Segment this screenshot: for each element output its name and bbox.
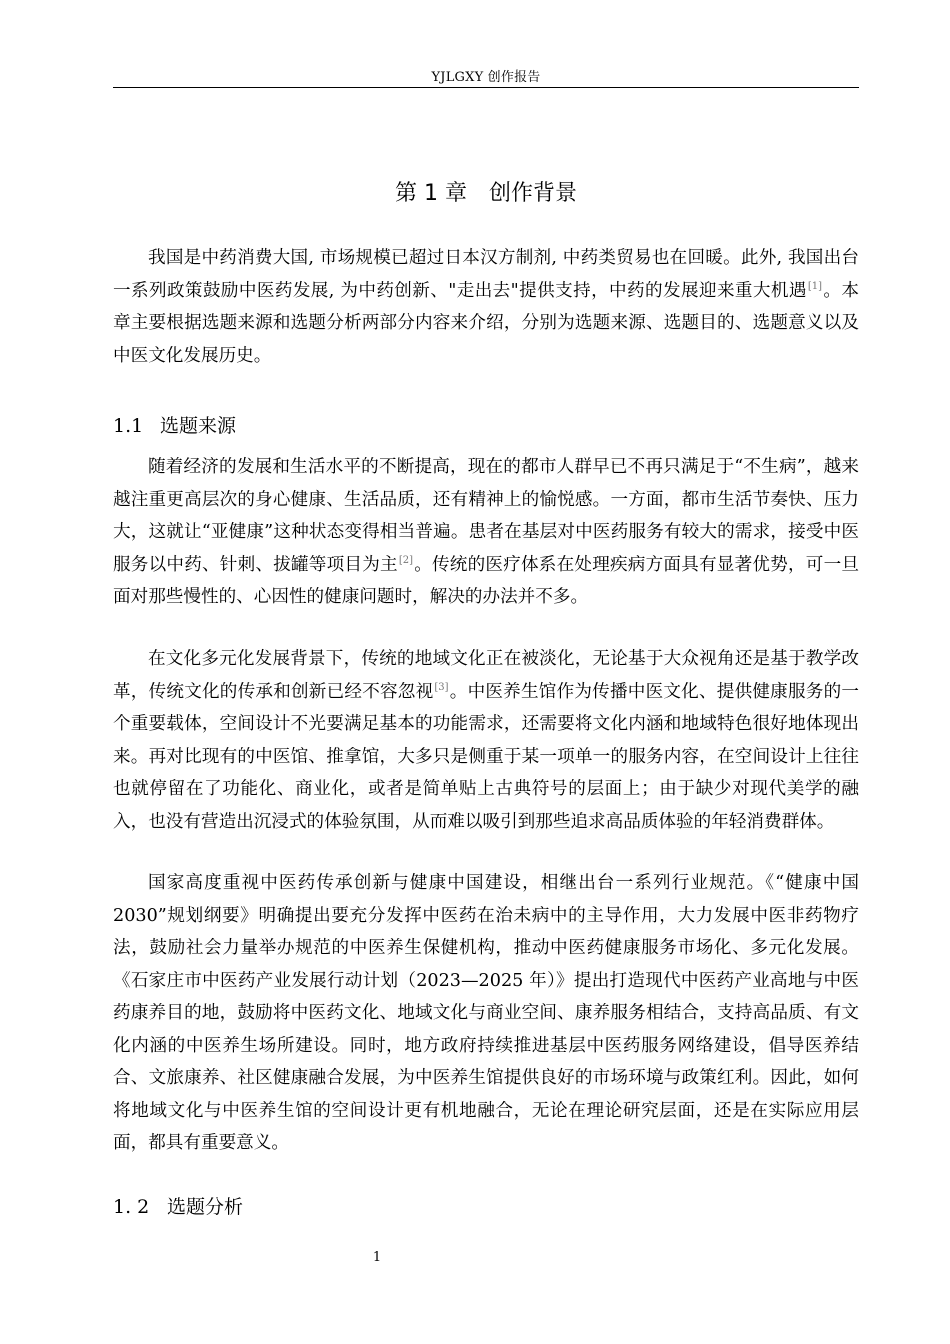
section-number: 1.1: [113, 415, 144, 437]
body-paragraph: 在文化多元化发展背景下，传统的地域文化正在被淡化，无论基于大众视角还是基于教学改革，传统文化的传承和创新已经不容忽视[3]。中医养生馆作为传播中医文化、提供健康服务的一个重要载体，空间设计不光要满足基本的功能需求，还需要将文化内涵和地域特色很好地体现出来。再对比现有的中医馆、推拿馆，大多只是侧重于某一项单一的服务内容，在空间设计上往往也就停留在了功能化、商业化，或者是简单贴上古典符号的层面上；由于缺少对现代美学的融入，也没有营造出沉浸式的体验氛围，从而难以吸引到那些追求高品质体验的年轻消费群体。: [113, 649, 859, 832]
body-paragraph: 随着经济的发展和生活水平的不断提高，现在的都市人群早已不再只满足于“不生病”，越来越注重更高层次的身心健康、生活品质，还有精神上的愉悦感。一方面，都市生活节奏快、压力大，这就让“亚健康”这种状态变得相当普遍。患者在基层对中医药服务有较大的需求，接受中医服务以中药、针刺、拔罐等项目为主[2]。传统的医疗体系在处理疾病方面具有显著优势，可一旦面对那些慢性的、心因性的健康问题时，解决的办法并不多。: [113, 457, 859, 607]
citation: [1]: [807, 280, 823, 292]
section-title: 选题来源: [160, 415, 237, 437]
section-heading: [113, 1192, 243, 1219]
section-number: 1. 2: [113, 1196, 150, 1218]
citation: [3]: [434, 681, 449, 693]
body-paragraph: 国家高度重视中医药传承创新与健康中国建设，相继出台一系列行业规范。《“健康中国 2030”规划纲要》明确提出要充分发挥中医药在治未病中的主导作用，大力发展中医非药物疗法，鼓励社会力量举办规范的中医养生保健机构，推动中医药健康服务市场化、多元化发展。《石家庄市中医药产业发展行动计划（2023—2025 年）》提出打造现代中医药产业高地与中医药康养目的地，鼓励将中医药文化、地域文化与商业空间、康养服务相结合，支持高品质、有文化内涵的中医养生场所建设。同时，地方政府持续推进基层中医药服务网络建设，倡导医养结合、文旅康养、社区健康融合发展，为中医养生馆提供良好的市场环境与政策红利。因此，如何将地域文化与中医养生馆的空间设计更有机地融合，无论在理论研究层面，还是在实际应用层面，都具有重要意义。: [113, 873, 859, 1153]
section-title: 选题分析: [167, 1196, 244, 1218]
chapter-title: 创作背景: [488, 181, 577, 206]
header-rule: [113, 87, 859, 88]
citation: [2]: [398, 554, 413, 566]
page-number: 1: [372, 1250, 382, 1265]
intro-paragraph: 我国是中药消费大国, 市场规模已超过日本汉方制剂, 中药类贸易也在回暖。此外, 我国出台一系列政策鼓励中医药发展, 为中药创新、"走出去"提供支持，中药的发展迎来重大机遇[1]。本章主要根据选题来源和选题分析两部分内容来介绍，分别为选题来源、选题目的、选题意义以及中医文化发展历史。: [113, 248, 859, 366]
page-header: YJLGXY 创作报告: [431, 70, 541, 85]
chapter-heading: [113, 176, 859, 207]
section-heading: [113, 411, 236, 438]
chapter-number: 第 1 章: [395, 181, 467, 206]
